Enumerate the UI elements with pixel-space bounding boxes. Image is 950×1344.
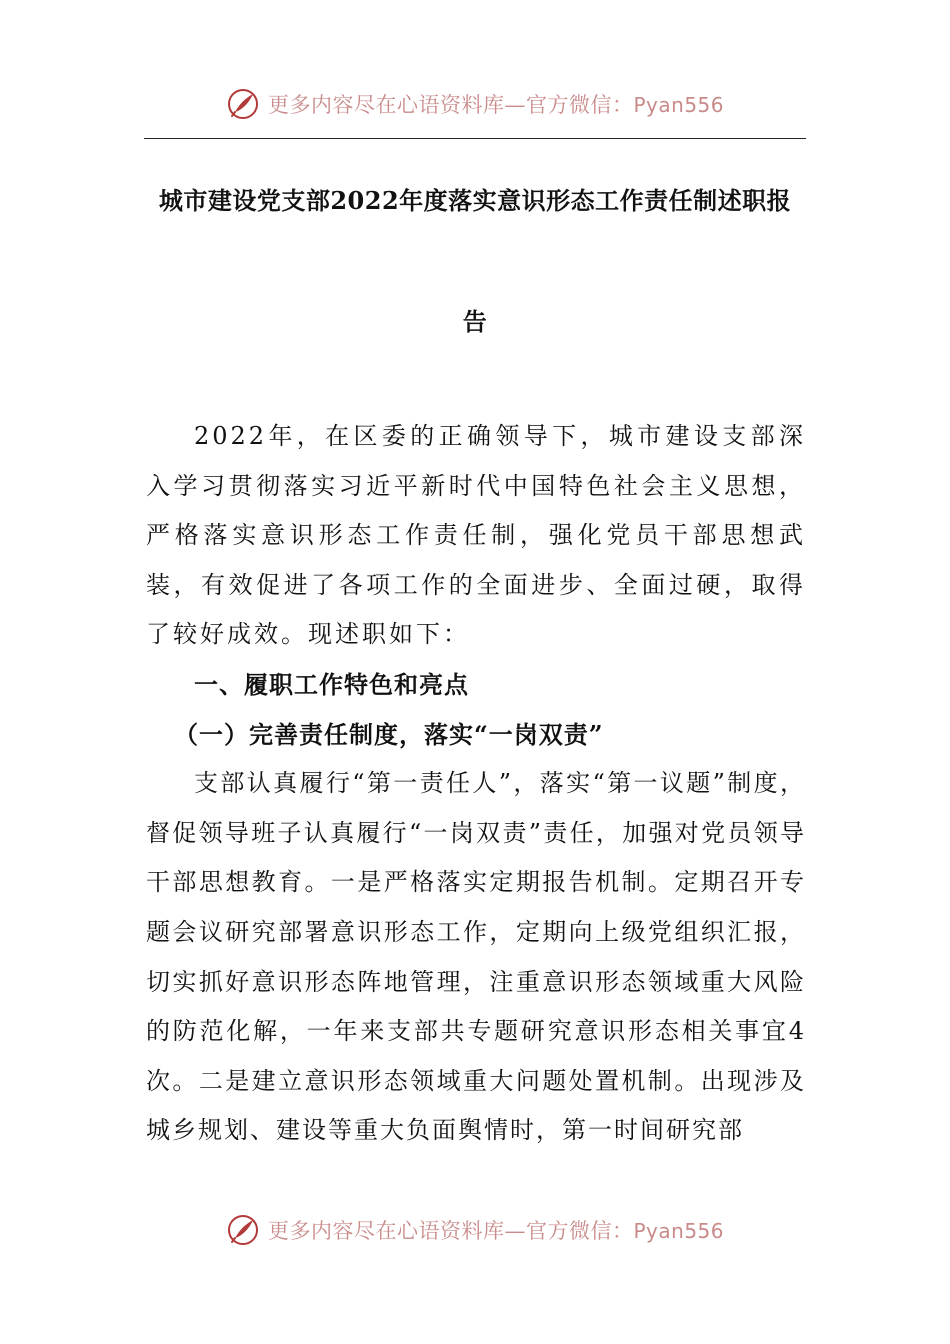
watermark-banner-top xyxy=(0,82,950,126)
document-title-line2: 告 xyxy=(462,307,488,336)
quill-pen-logo-icon xyxy=(226,87,260,121)
watermark-text: 更多内容尽在心语资料库—官方微信：Pyan556 xyxy=(267,93,724,117)
section-heading: 一、履职工作特色和亮点 xyxy=(194,669,469,699)
header-divider xyxy=(144,138,806,139)
watermark-text: 更多内容尽在心语资料库—官方微信：Pyan556 xyxy=(267,1219,724,1243)
quill-pen-logo-icon xyxy=(226,1213,260,1247)
intro-paragraph: 2022年，在区委的正确领导下，城市建设支部深入学习贯彻落实习近平新时代中国特色社会主义思想，严格落实意识形态工作责任制，强化党员干部思想武装，有效促进了各项工作的全面进步、全面过硬，取得了较好成效。现述职如下： xyxy=(146,422,806,649)
subsection-heading: （一）完善责任制度，落实“一岗双责” xyxy=(174,719,604,749)
document-title-line1: 城市建设党支部2022年度落实意识形态工作责任制述职报 xyxy=(158,186,792,215)
document-body xyxy=(146,412,806,1156)
watermark-banner-bottom xyxy=(0,1208,950,1252)
body-paragraph: 支部认真履行“第一责任人”，落实“第一议题”制度，督促领导班子认真履行“一岗双责”责任，加强对党员领导干部思想教育。一是严格落实定期报告机制。定期召开专题会议研究部署意识形态工作，定期向上级党组织汇报，切实抓好意识形态阵地管理，注重意识形态领域重大风险的防范化解，一年来支部共专题研究意识形态相关事宜4次。二是建立意识形态领域重大问题处置机制。出现涉及城乡规划、建设等重大负面舆情时，第一时间研究部 xyxy=(146,769,806,1145)
